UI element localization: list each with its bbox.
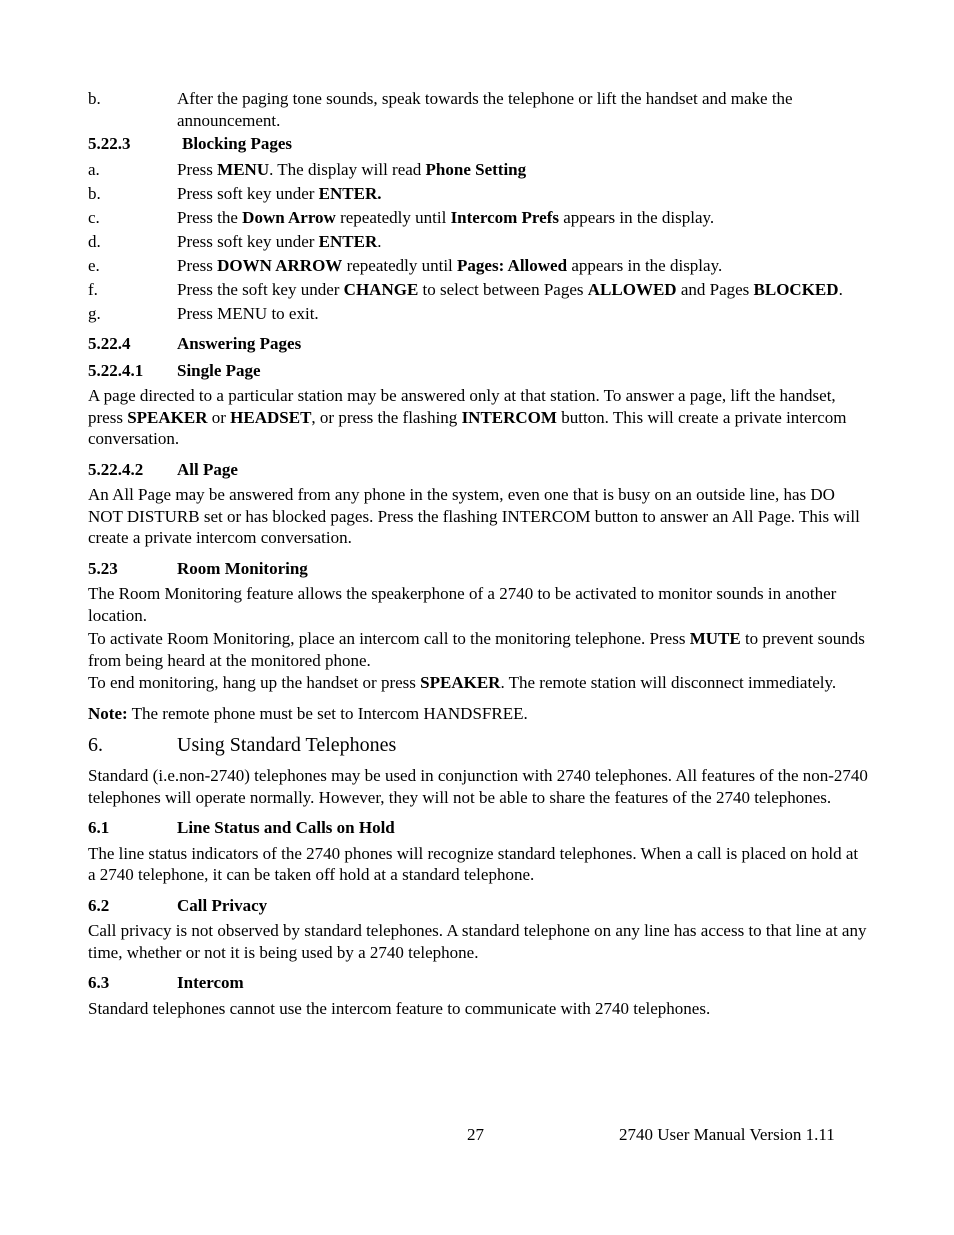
step-item	[88, 255, 868, 277]
section-heading-5-22-4	[88, 333, 868, 355]
step-item	[88, 231, 868, 253]
step-item	[88, 207, 868, 229]
paragraph-intercom: Standard telephones cannot use the intercom feature to communicate with 2740 telephones.	[88, 998, 711, 1018]
section-title: Blocking Pages	[182, 134, 293, 153]
step-text: After the paging tone sounds, speak towards the telephone or lift the handset and make the announcement.	[177, 89, 793, 130]
section-title: Single Page	[177, 360, 261, 380]
section-number: 5.23	[88, 558, 118, 578]
section-heading-5-23	[88, 558, 868, 580]
section-title: Line Status and Calls on Hold	[177, 818, 395, 837]
paragraph-line-status: The line status indicators of the 2740 phones will recognize standard telephones. When a call is placed on hold at a 2740 telephone, it can be taken off hold at a standard telephone.	[88, 843, 859, 884]
section-heading-5-22-3	[88, 133, 868, 155]
section-title: Intercom	[177, 973, 244, 992]
step-text: Press the soft key under CHANGE to select between Pages ALLOWED and Pages BLOCKED.	[177, 279, 843, 299]
page-footer	[0, 1124, 954, 1146]
section-number: 5.22.4	[88, 334, 131, 353]
step-text: Press DOWN ARROW repeatedly until Pages: Allowed appears in the display.	[177, 255, 723, 275]
step-item	[88, 303, 868, 325]
paragraph-all-page: An All Page may be answered from any phone in the system, even one that is busy on an outside line, has DO NOT DISTURB set or has blocked pages. Press the flashing INTERCOM button to answer an All Page. This will create a private intercom conversation.	[88, 485, 860, 547]
section-heading-5-22-4-2	[88, 459, 868, 481]
step-list	[88, 159, 868, 325]
step-b-prev	[88, 88, 868, 131]
step-label: f.	[88, 279, 98, 299]
step-text: Press soft key under ENTER.	[177, 231, 382, 251]
step-text: Press the Down Arrow repeatedly until Intercom Prefs appears in the display.	[177, 207, 715, 227]
step-text: Press MENU to exit.	[177, 303, 319, 323]
section-number: 6.2	[88, 895, 110, 915]
step-label: c.	[88, 207, 100, 227]
paragraph-room-monitoring-1: The Room Monitoring feature allows the speakerphone of a 2740 to be activated to monitor sounds in another location.	[88, 584, 837, 625]
step-label: a.	[88, 159, 100, 179]
step-label: b.	[88, 89, 101, 108]
paragraph-single-page: A page directed to a particular station may be answered only at that station. To answer a page, lift the handset, press SPEAKER or HEADSET, or press the flashing INTERCOM button. This will create a private intercom conversation.	[88, 386, 847, 448]
step-label: b.	[88, 183, 101, 203]
page-number: 27	[467, 1125, 484, 1144]
section-number: 5.22.4.1	[88, 360, 144, 380]
step-label: e.	[88, 255, 100, 275]
section-heading-6-2	[88, 895, 868, 917]
chapter-title: Using Standard Telephones	[177, 734, 397, 756]
step-label: d.	[88, 231, 101, 251]
section-number: 5.22.4.2	[88, 459, 144, 479]
paragraph-standard-telephones: Standard (i.e.non-2740) telephones may be used in conjunction with 2740 telephones. All features of the non-2740 telephones will operate normally. However, they will not be able to share the features of the 2740 telephones.	[88, 766, 868, 807]
document-page	[88, 88, 868, 1019]
step-item	[88, 279, 868, 301]
paragraph-call-privacy: Call privacy is not observed by standard telephones. A standard telephone on any line has access to that line at any time, whether or not it is being used by a 2740 telephone.	[88, 921, 867, 962]
section-heading-6-3	[88, 972, 868, 994]
step-label: g.	[88, 303, 101, 323]
section-number: 6.1	[88, 818, 110, 837]
section-title: Room Monitoring	[177, 558, 308, 578]
section-heading-6-1	[88, 817, 868, 839]
section-number: 5.22.3	[88, 134, 131, 153]
note-paragraph: Note: The remote phone must be set to Intercom HANDSFREE.	[88, 703, 528, 723]
section-heading-5-22-4-1	[88, 360, 868, 382]
manual-version: 2740 User Manual Version 1.11	[619, 1125, 835, 1144]
section-title: Answering Pages	[177, 334, 302, 353]
section-title: Call Privacy	[177, 895, 268, 915]
paragraph-room-monitoring-3: To end monitoring, hang up the handset or press SPEAKER. The remote station will disconnect immediately.	[88, 673, 837, 692]
section-title: All Page	[177, 459, 238, 479]
step-item	[88, 183, 868, 205]
step-item	[88, 159, 868, 181]
step-text: Press MENU. The display will read Phone Setting	[177, 159, 527, 179]
chapter-number: 6.	[88, 734, 103, 756]
step-text: Press soft key under ENTER.	[177, 183, 382, 203]
chapter-heading-6	[88, 732, 868, 758]
paragraph-room-monitoring-2: To activate Room Monitoring, place an intercom call to the monitoring telephone. Press MUTE to prevent sounds from being heard at the monitored phone.	[88, 629, 865, 670]
section-number: 6.3	[88, 973, 110, 992]
